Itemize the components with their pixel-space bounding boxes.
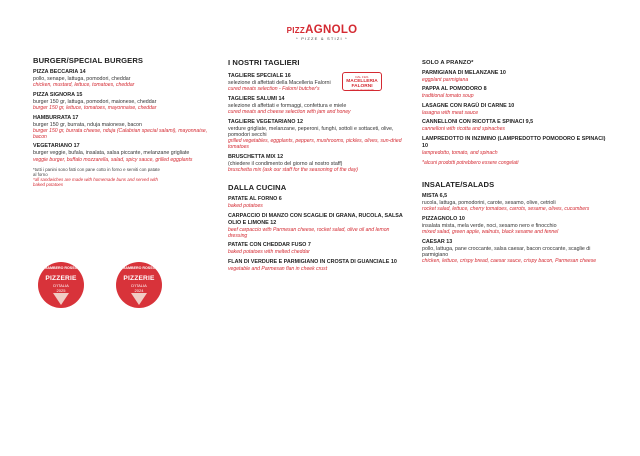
item-translation: mixed salad, green apple, walnuts, black sesame and fennel <box>422 229 559 236</box>
item-name: MISTA 6,5 <box>422 193 448 200</box>
award-badge-2024 <box>116 262 162 308</box>
stamp-main: MACELLERIA FALORNI <box>346 79 378 89</box>
item-translation: lampredotto, tomato, and spinach <box>422 149 498 156</box>
item-name: LAMPREDOTTO IN INZIMINO (LAMPREDOTTO POMODORO E SPINACI) 10 <box>422 135 606 149</box>
badge-title: PIZZERIE <box>45 275 77 282</box>
item-desc: insalata mista, mela verde, noci, sesamo nero e finocchio <box>422 222 557 229</box>
item-translation: lasagna with meat sauce <box>422 109 479 116</box>
pranzo-section-title: SOLO A PRANZO* <box>422 60 474 66</box>
item-name: TAGLIERE VEGETARIANO 12 <box>228 118 303 125</box>
item-translation: bruschetta mix (ask our staff for the seasoning of the day) <box>228 167 358 174</box>
item-translation: burger 150 gr, lettuce, tomatoes, mayonnaise, cheddar <box>33 105 157 112</box>
award-badge-2025 <box>38 262 84 308</box>
item-desc: selezione di affettati della Macelleria Falorni <box>228 80 331 86</box>
logo-name-a: PIZZ <box>286 26 306 35</box>
item-name: VEGETARIANO 17 <box>33 143 80 150</box>
item-name: PIZZA BECCARIA 14 <box>33 69 86 75</box>
taglieri-section-title: I NOSTRI TAGLIERI <box>228 58 300 67</box>
menu-item <box>422 193 612 212</box>
macelleria-falorni-logo <box>342 72 382 91</box>
logo-tagline: * PIZZE & STIZI * <box>296 36 348 41</box>
item-name: TAGLIERE SALUMI 14 <box>228 95 285 102</box>
item-name: PIZZA SIGNORA 15 <box>33 91 83 98</box>
item-name: PATATE AL FORNO 6 <box>228 196 282 203</box>
menu-item <box>422 119 612 132</box>
item-name: TAGLIERE SPECIALE 16 <box>228 73 291 79</box>
item-desc: burger 150 gr, lattuga, pomodori, maionese, cheddar <box>33 98 157 105</box>
badge-publisher: GAMBERO ROSSO <box>122 266 156 270</box>
pizza-slice-icon <box>53 293 69 305</box>
item-desc: selezione di affettati e formaggi, confettura e miele <box>228 102 347 109</box>
menu-item <box>228 96 408 115</box>
item-translation: traditional tomato soup <box>422 93 474 100</box>
insalate-section-title: INSALATE/SALADS <box>422 180 495 190</box>
cucina-section-title: DALLA CUCINA <box>228 183 287 193</box>
item-name: FLAN DI VERDURE E PARMIGIANO IN CROSTA DI GUANCIALE 10 <box>228 258 397 265</box>
stamp-bottom: GREVE IN CHIANTI <box>350 89 374 92</box>
menu-item <box>422 216 612 235</box>
menu-item <box>422 103 612 116</box>
item-translation: rocket salad, lettuce, cherry tomatoes, carrots, sesame, olives, cucumbers <box>422 206 590 213</box>
item-name: PIZZAGNOLO 10 <box>422 215 465 222</box>
burger-column <box>33 56 211 187</box>
item-translation: vegetable and Parmesan flan in cheek crust <box>228 265 328 272</box>
item-name: HAMBURRATA 17 <box>33 114 79 121</box>
pranzo-column <box>422 60 612 268</box>
item-translation: eggplant parmigiana <box>422 77 469 83</box>
menu-item <box>422 70 612 83</box>
item-name: CARPACCIO DI MANZO CON SCAGLIE DI GRANA, RUCOLA, SALSA OLIO E LIMONE 12 <box>228 212 403 226</box>
item-desc: verdure grigliate, melanzane, peperoni, funghi, sottoli e sottaceti, olive, pomodori secchi <box>228 125 394 138</box>
item-translation: baked potatoes <box>228 203 263 210</box>
burger-section-title: BURGER/SPECIAL BURGERS <box>33 56 144 65</box>
badge-publisher: GAMBERO ROSSO <box>44 266 78 270</box>
item-desc: burger veggie, bufala, insalata, salsa piccante, melanzane grigliate <box>33 150 190 157</box>
item-translation: cured meats and cheese selection with jam and honey <box>228 109 351 116</box>
item-translation: chicken, lettuce, crispy bread, caesar sauce, crispy bacon, Parmesan cheese <box>422 258 597 265</box>
restaurant-logo <box>280 24 364 41</box>
menu-item <box>33 143 211 162</box>
item-desc: rucola, lattuga, pomodorini, carote, sesamo, olive, cetrioli <box>422 200 556 207</box>
item-desc: pollo, senape, lattuga, pomodori, cheddar <box>33 76 131 82</box>
stamp-top: DAL 1921 <box>355 75 369 79</box>
pizza-slice-icon <box>131 293 147 305</box>
badge-subtitle: D'ITALIA <box>131 282 147 288</box>
menu-item <box>228 196 408 209</box>
badge-year: 2024 <box>134 288 144 293</box>
item-name: PAPPA AL POMODORO 8 <box>422 86 487 93</box>
item-desc: pollo, lattuga, pane croccante, salsa caesar, bacon croccante, scaglie di parmigiano <box>422 245 591 258</box>
burger-note-it: *tutti i panini sono fatti con pane cotto in forno e serviti con patate al forno <box>33 166 160 177</box>
menu-item <box>228 119 408 151</box>
menu-item <box>422 136 612 156</box>
item-name: PATATE CON CHEDDAR FUSO 7 <box>228 242 311 249</box>
menu-item <box>422 86 612 99</box>
badge-year: 2025 <box>56 288 66 293</box>
logo-name-b: AGNOLO <box>305 24 358 36</box>
item-name: LASAGNE CON RAGÙ DI CARNE 10 <box>422 102 515 109</box>
item-desc: burger 150 gr, burrata, nduja maionese, bacon <box>33 121 142 128</box>
menu-item <box>228 154 408 173</box>
badge-subtitle: D'ITALIA <box>53 282 69 288</box>
menu-item <box>422 239 612 265</box>
item-name: CANNELLONI CON RICOTTA E SPINACI 9,5 <box>422 119 534 126</box>
badge-title: PIZZERIE <box>123 275 155 282</box>
menu-item <box>228 242 408 255</box>
item-translation: cannelloni with ricotta and spinaches <box>422 126 505 133</box>
item-desc: (chiedere il condimento del giorno al nostro staff) <box>228 160 343 167</box>
item-name: BRUSCHETTA MIX 12 <box>228 153 284 160</box>
item-translation: baked potatoes with melted cheddar <box>228 249 310 256</box>
menu-item <box>228 213 408 239</box>
item-translation: chicken, mustard, lettuce, tomatoes, cheddar <box>33 82 135 89</box>
burger-note-en: *all sandwiches are made with homemade buns and served with baked potatoes <box>33 176 158 187</box>
taglieri-column <box>228 58 408 275</box>
item-translation: beef carpaccio with Parmesan cheese, rocket salad, olive oil and lemon dressing <box>228 226 390 239</box>
item-translation: veggie burger, buffalo mozzarella, salad, spicy sauce, grilled eggplants <box>33 156 193 163</box>
menu-item <box>33 69 211 88</box>
item-translation: cured meats selection - Falorni butcher's <box>228 86 320 93</box>
burger-note <box>33 167 163 187</box>
item-translation: grilled vegetables, eggplants, peppers, mushrooms, pickles, olives, sun-dried tomatoes <box>228 138 402 151</box>
menu-item <box>33 115 211 140</box>
item-name: PARMIGIANA DI MELANZANE 10 <box>422 70 506 76</box>
item-name: CAESAR 13 <box>422 238 453 245</box>
menu-item <box>228 259 408 272</box>
pranzo-note: *alcuni prodotti potrebbero essere congelati <box>422 160 519 167</box>
menu-item <box>33 92 211 111</box>
item-translation: burger 150 gr, burrata cheese, nduja (Calabrian special salami), mayonnaise, bacon <box>33 127 208 140</box>
